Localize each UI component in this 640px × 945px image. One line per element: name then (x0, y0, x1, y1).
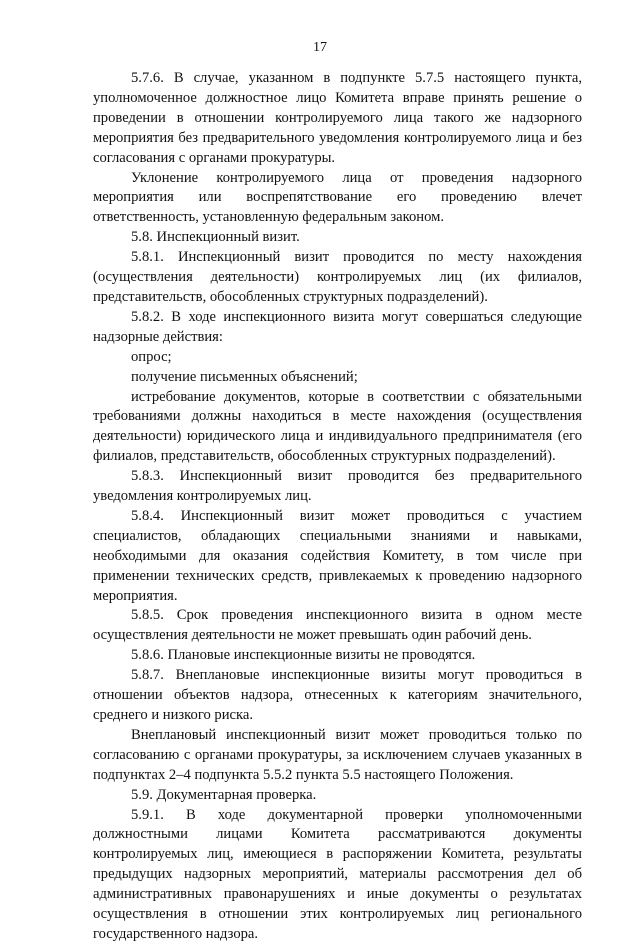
paragraph-unscheduled-visit: Внеплановый инспекционный визит может проводиться только по согласованию с органами прокуратуры, за исключением случаев указанных в подпунктах 2–4 подпункта 5.5.2 пункта 5.5 настоящего Положения. (93, 726, 582, 783)
paragraph-5-8-6: 5.8.6. Плановые инспекционные визиты не проводятся. (131, 647, 476, 664)
page-number: 17 (313, 40, 327, 55)
paragraph-5-8-4: 5.8.4. Инспекционный визит может проводиться с участием специалистов, обладающих специальными знаниями и навыками, необходимыми для оказания содействия Комитету, в том числе при применении технических средств, привлекаемых к проведению надзорного мероприятия. (93, 507, 582, 604)
list-item-survey: опрос; (131, 348, 172, 365)
paragraph-5-8-2: 5.8.2. В ходе инспекционного визита могут совершаться следующие надзорные действия: (93, 308, 582, 345)
paragraph-5-8-3: 5.8.3. Инспекционный визит проводится без предварительного уведомления контролируемых лиц. (93, 468, 582, 505)
paragraph-5-9-1: 5.9.1. В ходе документарной проверки уполномоченными должностными лицами Комитета рассматриваются документы контролируемых лиц, имеющиеся в распоряжении Комитета, результаты предыдущих надзорных мероприятий, материалы рассмотрения дел об административных правонарушениях и иные документы о результатах осуществления в отношении этих контролируемых лиц регионального государственного надзора. (93, 806, 582, 942)
list-item-written-explanations: получение письменных объяснений; (131, 368, 358, 385)
document-body (93, 69, 582, 945)
section-heading-5-9: 5.9. Документарная проверка. (131, 786, 317, 803)
paragraph-evasion-liability: Уклонение контролируемого лица от проведения надзорного мероприятия или воспрепятствование его проведению влечет ответственность, установленную федеральным законом. (93, 169, 582, 226)
paragraph-5-7-6: 5.7.6. В случае, указанном в подпункте 5.7.5 настоящего пункта, уполномоченное должностное лицо Комитета вправе принять решение о проведении в отношении контролируемого лица такого же надзорного мероприятия без предварительного уведомления контролируемого лица и без согласования с органами прокуратуры. (93, 70, 582, 166)
list-item-document-request: истребование документов, которые в соответствии с обязательными требованиями должны находиться в месте нахождения (осуществления деятельности) юридического лица и индивидуального предпринимателя (его филиалов, представительств, обособленных структурных подразделений). (93, 388, 582, 465)
paragraph-5-8-5: 5.8.5. Срок проведения инспекционного визита в одном месте осуществления деятельности не может превышать один рабочий день. (93, 607, 582, 644)
paragraph-5-8-1: 5.8.1. Инспекционный визит проводится по месту нахождения (осуществления деятельности) контролируемых лиц (их филиалов, представительств, обособленных структурных подразделений). (93, 249, 582, 305)
paragraph-5-8-7: 5.8.7. Внеплановые инспекционные визиты могут проводиться в отношении объектов надзора, отнесенных к категориям значительного, среднего и низкого риска. (93, 667, 582, 723)
section-heading-5-8: 5.8. Инспекционный визит. (131, 229, 300, 246)
